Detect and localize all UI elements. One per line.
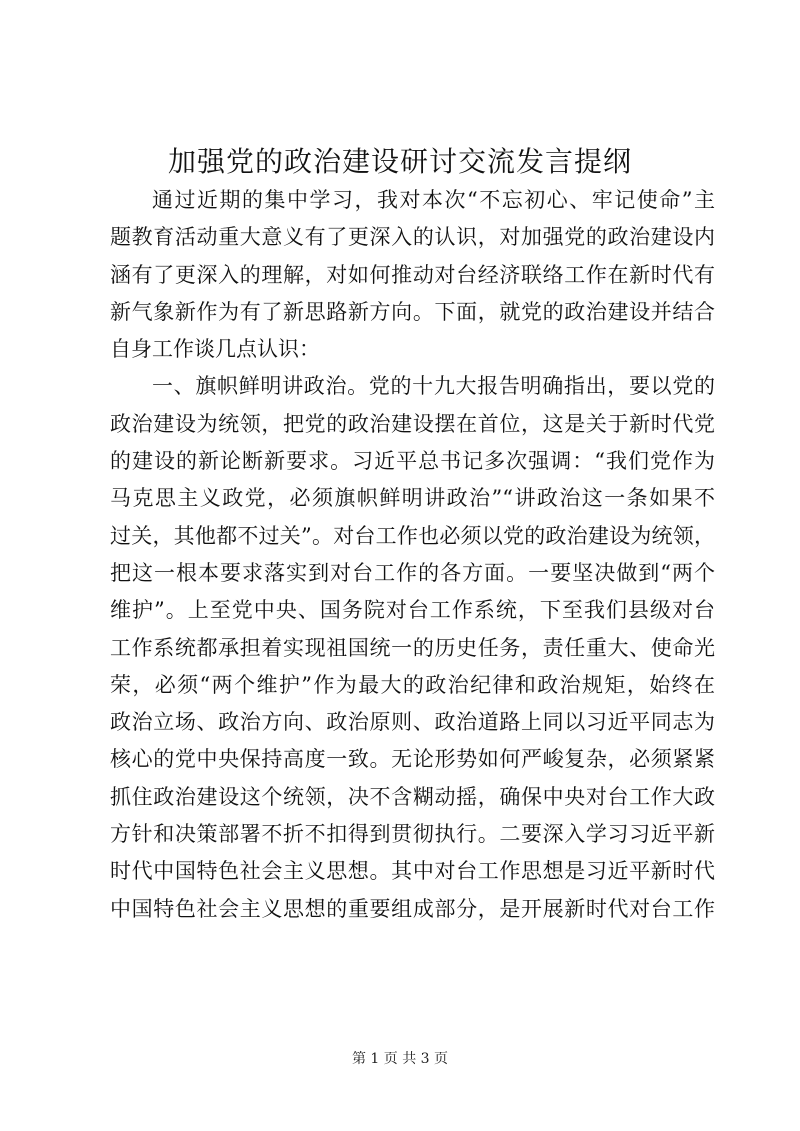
page-number-footer: 第 1 页 共 3 页 [351, 1051, 449, 1067]
body-line: 工作系统都承担着实现祖国统一的历史任务，责任重大、使命光 [110, 635, 715, 660]
body-line: 政治立场、政治方向、政治原则、政治道路上同以习近平同志为 [110, 710, 715, 735]
body-line: 荣，必须“两个维护”作为最大的政治纪律和政治规矩，始终在 [110, 672, 715, 697]
body-line: 的建设的新论断新要求。习近平总书记多次强调：“我们党作为 [110, 449, 715, 474]
body-line: 一、旗帜鲜明讲政治。党的十九大报告明确指出，要以党的 [152, 374, 715, 399]
body-line: 维护”。上至党中央、国务院对台工作系统，下至我们县级对台 [110, 598, 715, 623]
body-line: 新气象新作为有了新思路新方向。下面，就党的政治建设并结合 [110, 299, 715, 324]
document-body [110, 182, 715, 928]
body-line: 方针和决策部署不折不扣得到贯彻执行。二要深入学习习近平新 [110, 822, 715, 847]
body-line: 题教育活动重大意义有了更深入的认识，对加强党的政治建设内 [110, 225, 715, 250]
body-line: 核心的党中央保持高度一致。无论形势如何严峻复杂，必须紧紧 [110, 747, 715, 772]
document-title: 加强党的政治建设研讨交流发言提纲 [167, 145, 632, 178]
body-line: 中国特色社会主义思想的重要组成部分，是开展新时代对台工作 [110, 896, 715, 921]
body-line: 通过近期的集中学习，我对本次“不忘初心、牢记使命”主 [152, 188, 715, 212]
body-line: 马克思主义政党，必须旗帜鲜明讲政治”“讲政治这一条如果不 [110, 486, 715, 511]
body-line: 过关，其他都不过关”。对台工作也必须以党的政治建设为统领， [110, 523, 715, 548]
body-line: 涵有了更深入的理解，对如何推动对台经济联络工作在新时代有 [110, 262, 715, 287]
body-line: 自身工作谈几点认识： [110, 337, 320, 362]
body-line: 把这一根本要求落实到对台工作的各方面。一要坚决做到“两个 [110, 560, 715, 585]
body-line: 抓住政治建设这个统领，决不含糊动摇，确保中央对台工作大政 [110, 784, 715, 809]
body-line: 时代中国特色社会主义思想。其中对台工作思想是习近平新时代 [110, 859, 715, 884]
body-line: 政治建设为统领，把党的政治建设摆在首位，这是关于新时代党 [110, 411, 715, 436]
